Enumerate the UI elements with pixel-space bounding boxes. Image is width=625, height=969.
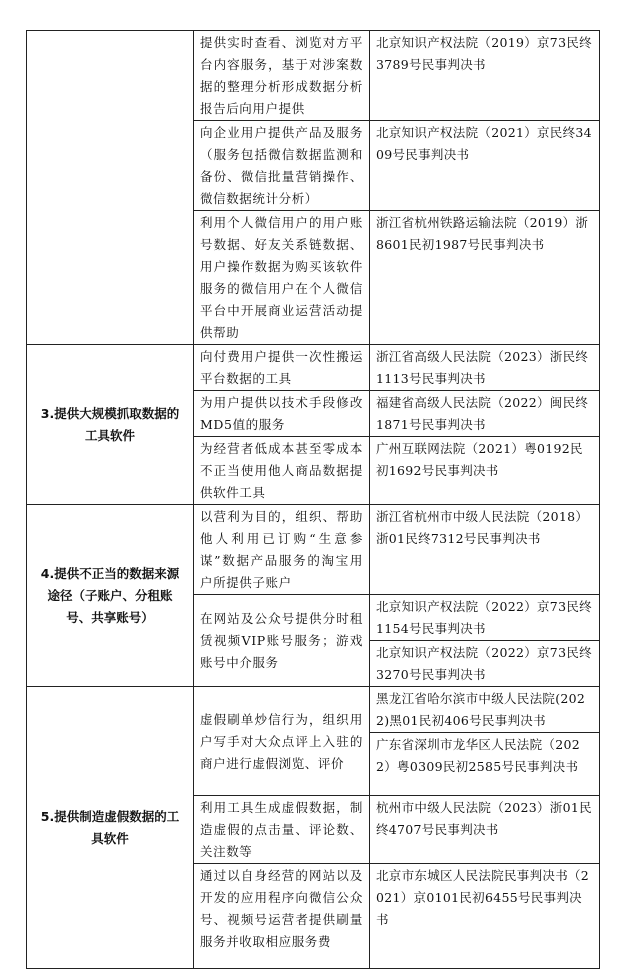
- category-cell: 4.提供不正当的数据来源途径（子账户、分租账号、共享账号）: [27, 505, 194, 687]
- behavior-cell: 提供实时查看、浏览对方平台内容服务，基于对涉案数据的整理分析形成数据分析报告后向用户提供: [194, 31, 370, 121]
- case-cell: 福建省高级人民法院（2022）闽民终1871号民事判决书: [370, 391, 600, 437]
- behavior-cell: 为用户提供以技术手段修改MD5值的服务: [194, 391, 370, 437]
- behavior-cell: 利用工具生成虚假数据，制造虚假的点击量、评论数、关注数等: [194, 796, 370, 864]
- case-cell: 北京知识产权法院（2021）京民终3409号民事判决书: [370, 121, 600, 211]
- table-row: [27, 687, 600, 733]
- table-row: [27, 31, 600, 121]
- case-cell: 浙江省杭州铁路运输法院（2019）浙8601民初1987号民事判决书: [370, 211, 600, 345]
- behavior-cell: 为经营者低成本甚至零成本不正当使用他人商品数据提供软件工具: [194, 437, 370, 505]
- table-row: [27, 505, 600, 595]
- behavior-cell: 利用个人微信用户的用户账号数据、好友关系链数据、用户操作数据为购买该软件服务的微信用户在个人微信平台中开展商业运营活动提供帮助: [194, 211, 370, 345]
- case-cell: 黑龙江省哈尔滨市中级人民法院(2022)黑01民初406号民事判决书: [370, 687, 600, 733]
- case-cell: 北京市东城区人民法院民事判决书（2021）京0101民初6455号民事判决书: [370, 864, 600, 969]
- behavior-cell: 以营利为目的，组织、帮助他人利用已订购“生意参谋”数据产品服务的淘宝用户所提供子账户: [194, 505, 370, 595]
- case-cell: 杭州市中级人民法院（2023）浙01民终4707号民事判决书: [370, 796, 600, 864]
- case-cell: 北京知识产权法院（2019）京73民终3789号民事判决书: [370, 31, 600, 121]
- behavior-cell: 通过以自身经营的网站以及开发的应用程序向微信公众号、视频号运营者提供刷量服务并收取相应服务费: [194, 864, 370, 969]
- case-cell: 浙江省高级人民法院（2023）浙民终1113号民事判决书: [370, 345, 600, 391]
- category-cell: [27, 31, 194, 345]
- case-cell: 浙江省杭州市中级人民法院（2018）浙01民终7312号民事判决书: [370, 505, 600, 595]
- behavior-cell: 在网站及公众号提供分时租赁视频VIP账号服务；游戏账号中介服务: [194, 595, 370, 687]
- case-cell: 广东省深圳市龙华区人民法院（2022）粤0309民初2585号民事判决书: [370, 733, 600, 796]
- case-cell: 北京知识产权法院（2022）京73民终3270号民事判决书: [370, 641, 600, 687]
- category-cell: 3.提供大规模抓取数据的工具软件: [27, 345, 194, 505]
- behavior-cell: 向企业用户提供产品及服务（服务包括微信数据监测和备份、微信批量营销操作、微信数据统计分析）: [194, 121, 370, 211]
- case-cell: 广州互联网法院（2021）粤0192民初1692号民事判决书: [370, 437, 600, 505]
- category-cell: 5.提供制造虚假数据的工具软件: [27, 687, 194, 969]
- behavior-cell: 向付费用户提供一次性搬运平台数据的工具: [194, 345, 370, 391]
- case-cell: 北京知识产权法院（2022）京73民终1154号民事判决书: [370, 595, 600, 641]
- case-table: [26, 30, 600, 969]
- behavior-cell: 虚假刷单炒信行为，组织用户写手对大众点评上入驻的商户进行虚假浏览、评价: [194, 687, 370, 796]
- table-row: [27, 345, 600, 391]
